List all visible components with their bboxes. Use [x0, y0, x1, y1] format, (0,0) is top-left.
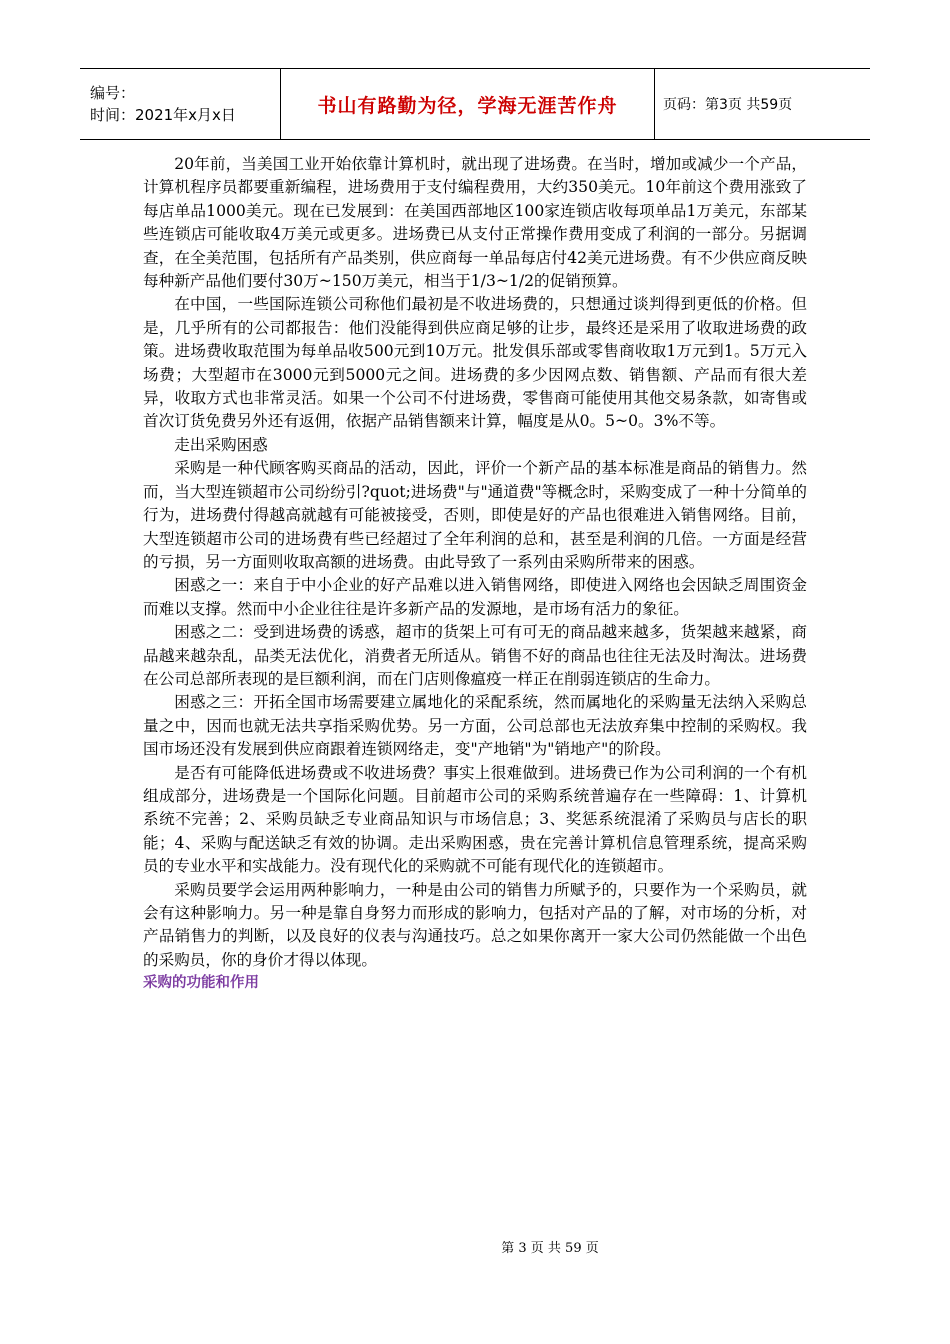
subheading: 走出采购困惑 [174, 435, 268, 454]
page-footer: 第 3 页 共 59 页 [501, 1241, 599, 1256]
paragraph: 是否有可能降低进场费或不收进场费？事实上很难做到。进场费已作为公司利润的一个有机组成部分，进场费是一个国际化问题。目前超市公司的采购系统普遍存在一些障碍：1、计算机系统不完善；2、采购员缺乏专业商品知识与市场信息；3、奖惩系统混淆了采购员与店长的职能；4、采购与配送缺乏有效的协调。走出采购困惑，贵在完善计算机信息管理系统，提高采购员的专业水平和实战能力。没有现代化的采购就不可能有现代化的连锁超市。 [143, 763, 807, 876]
paragraph: 困惑之二：受到进场费的诱惑，超市的货架上可有可无的商品越来越多，货架越来越紧，商品越来越杂乱，品类无法优化，消费者无所适从。销售不好的商品也往往无法及时淘汰。进场费在公司总部所表现的是巨额利润，而在门店则像瘟疫一样正在削弱连锁店的生命力。 [143, 623, 807, 688]
paragraph: 采购员要学会运用两种影响力，一种是由公司的销售力所赋予的，只要作为一个采购员，就会有这种影响力。另一种是靠自身努力而形成的影响力，包括对产品的了解，对市场的分析，对产品销售力的判断，以及良好的仪表与沟通技巧。总之如果你离开一家大公司仍然能做一个出色的采购员，你的身价才得以体现。 [143, 880, 807, 969]
paragraph: 采购是一种代顾客购买商品的活动，因此，评价一个新产品的基本标准是商品的销售力。然而，当大型连锁超市公司纷纷引?quot;进场费"与"通道费"等概念时，采购变成了一种十分简单的行为，进场费付得越高就越有可能被接受，否则，即使是好的产品也很难进入销售网络。目前，大型连锁超市公司的进场费有些已经超过了全年利润的总和，甚至是利润的几倍。一方面是经营的亏损，另一方面则收取高额的进场费。由此导致了一系列由采购所带来的困惑。 [143, 459, 807, 571]
paragraph: 困惑之三：开拓全国市场需要建立属地化的采配系统，然而属地化的采购量无法纳入采购总量之中，因而也就无法共享指采购优势。另一方面，公司总部也无法放弃集中控制的采购权。我国市场还没有发展到供应商跟着连锁网络走，变"产地销"为"销地产"的阶段。 [143, 693, 807, 759]
document-body [143, 153, 807, 996]
document-number: 编号： [90, 84, 136, 102]
header-motto: 书山有路勤为径，学海无涯苦作舟 [317, 94, 618, 117]
paragraph: 在中国，一些国际连锁公司称他们最初是不收进场费的，只想通过谈判得到更低的价格。但是，几乎所有的公司都报告：他们没能得到供应商足够的让步，最终还是采用了收取进场费的政策。进场费收取范围为每单品收500元到10万元。批发俱乐部或零售商收取1万元到1。5万元入场费；大型超市在3000元到5000元之间。进场费的多少因网点数、销售额、产品而有很大差异，收取方式也非常灵活。如果一个公司不付进场费，零售商可能使用其他交易条款，如寄售或首次订货免费另外还有返佣，依据产品销售额来计算，幅度是从0。5~0。3%不等。 [143, 295, 807, 431]
section-title: 采购的功能和作用 [143, 975, 259, 992]
header-left [80, 69, 280, 139]
paragraph: 困惑之一：来自于中小企业的好产品难以进入销售网络，即使进入网络也会因缺乏周围资金而难以支撑。然而中小企业往往是许多新产品的发源地，是市场有活力的象征。 [143, 576, 807, 618]
paragraph: 20年前，当美国工业开始依靠计算机时，就出现了进场费。在当时，增加或减少一个产品，计算机程序员都要重新编程，进场费用于支付编程费用，大约350美元。10年前这个费用涨致了每店单品1000美元。现在已发展到：在美国西部地区100家连锁店收每项单品1万美元，东部某些连锁店可能收取4万美元或更多。进场费已从支付正常操作费用变成了利润的一部分。另据调查，在全美范围，包括所有产品类别，供应商每一单品每店付42美元进场费。有不少供应商反映每种新产品他们要付30万~150万美元，相当于1/3~1/2的促销预算。 [143, 155, 807, 291]
page-header [80, 68, 870, 140]
header-right [655, 69, 870, 139]
document-date: 时间：2021年x月x日 [90, 106, 236, 124]
header-middle [280, 69, 655, 139]
header-page-number: 页码：第3页 共59页 [663, 97, 793, 113]
